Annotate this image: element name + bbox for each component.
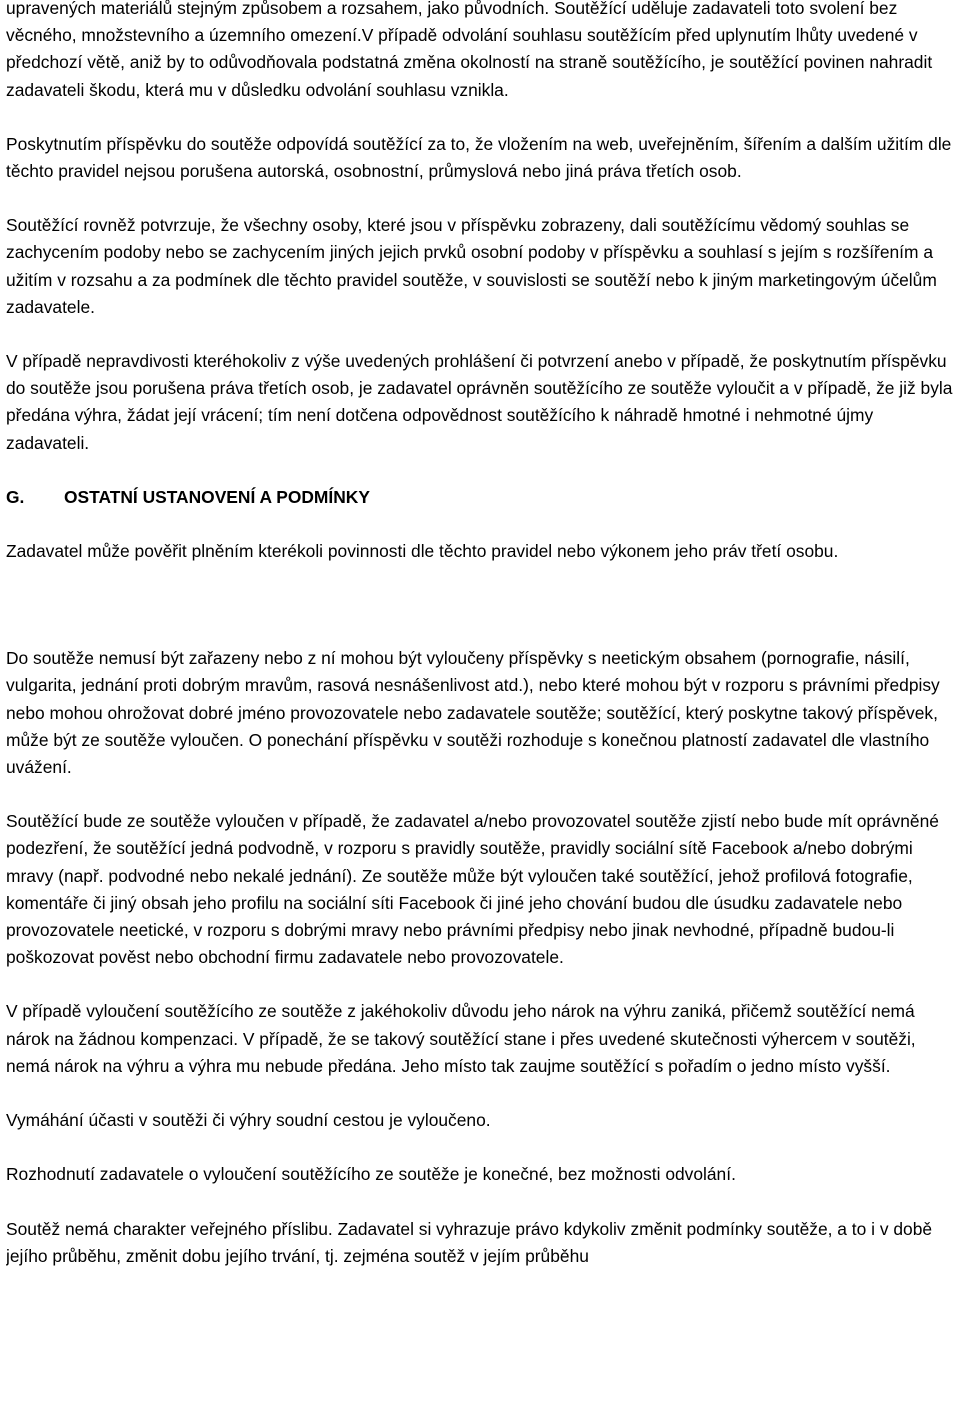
- paragraph-no-public-promise: Soutěž nemá charakter veřejného příslibu. Zadavatel si vyhrazuje právo kdykoliv změnit podmínky soutěže, a to i v době jejího průběhu, změnit dobu jejího trvání, tj. zejména soutěž v jejím průběhu: [6, 1218, 933, 1266]
- section-letter: G.: [6, 486, 25, 507]
- paragraph-delegation: Zadavatel může pověřit plněním kterékoli povinnosti dle těchto pravidel nebo výkonem jeho práv třetí osobu.: [6, 541, 839, 562]
- paragraph-consent-withdrawal: upravených materiálů stejným způsobem a rozsahem, jako původních. Soutěžící uděluje zadavateli toto svolení bez věcného, množstevního a územního omezení.V případě odvolání souhlasu soutěžícím před uplynutím lhůty uvedené v předchozí větě, aniž by to odůvodňovala podstatná změna okolností na straně soutěžícího, je soutěžící povinen nahradit zadavateli škodu, která mu v důsledku odvolání souhlasu vznikla.: [6, 0, 933, 100]
- paragraph-decision-final: Rozhodnutí zadavatele o vyloučení soutěžícího ze soutěže je konečné, bez možnosti odvolání.: [6, 1164, 736, 1185]
- paragraph-third-party-rights: Poskytnutím příspěvku do soutěže odpovídá soutěžící za to, že vložením na web, uveřejněním, šířením a dalším užitím dle těchto pravidel nejsou porušena autorská, osobnostní, průmyslová nebo jiná práva třetích osob.: [6, 133, 952, 182]
- paragraph-no-court-enforcement: Vymáhání účasti v soutěži či výhry soudní cestou je vyloučeno.: [6, 1110, 491, 1131]
- paragraph-false-declaration: V případě nepravdivosti kteréhokoliv z výše uvedených prohlášení či potvrzení anebo v případě, že poskytnutím příspěvku do soutěže jsou porušena práva třetích osob, je zadavatel oprávněn soutěžícího ze soutěže vyloučit a v případě, že již byla předána výhra, žádat její vrácení; tím není dotčena odpovědnost soutěžícího k náhradě hmotné i nehmotné újmy zadavateli.: [6, 351, 953, 453]
- paragraph-exclusion-consequences: V případě vyloučení soutěžícího ze soutěže z jakéhokoliv důvodu jeho nárok na výhru zaniká, přičemž soutěžící nemá nárok na žádnou kompenzaci. V případě, že se takový soutěžící stane i přes uvedené skutečnosti výhercem v soutěži, nemá nárok na výhru a výhra mu nebude předána. Jeho místo tak zaujme soutěžící s pořadím o jedno místo vyšší.: [6, 1001, 916, 1076]
- paragraph-unethical-content: Do soutěže nemusí být zařazeny nebo z ní mohou být vyloučeny příspěvky s neetickým obsahem (pornografie, násilí, vulgarita, jednání proti dobrým mravům, rasová nesnášenlivost atd.), nebo které mohou být v rozporu s právními předpisy nebo mohou ohrožovat dobré jméno provozovatele nebo zadavatele soutěže; soutěžící, který poskytne takový příspěvek, může být ze soutěže vyloučen. O ponechání příspěvku v soutěži rozhoduje s konečnou platností zadavatel dle vlastního uvážení.: [6, 648, 940, 778]
- section-heading-g: [6, 484, 956, 511]
- section-title: OSTATNÍ USTANOVENÍ A PODMÍNKY: [64, 486, 370, 507]
- paragraph-depicted-persons-consent: Soutěžící rovněž potvrzuje, že všechny osoby, které jsou v příspěvku zobrazeny, dali soutěžícímu vědomý souhlas se zachycením podoby nebo se zachycením jiných jejich prvků osobní podoby v příspěvku a souhlasí s jejím s rozšířením a užitím v rozsahu a za podmínek dle těchto pravidel soutěže, v souvislosti se soutěží nebo k jiným marketingovým účelům zadavatele.: [6, 215, 937, 317]
- document-page: [6, 0, 956, 1414]
- paragraph-exclusion-reasons: Soutěžící bude ze soutěže vyloučen v případě, že zadavatel a/nebo provozovatel soutěže zjistí nebo bude mít oprávněné podezření, že soutěžící jedná podvodně, v rozporu s pravidly soutěže, pravidly sociální sítě Facebook a/nebo dobrými mravy (např. podvodné nebo nekalé jednání). Ze soutěže může být vyloučen také soutěžící, jehož profilová fotografie, komentáře či jiný obsah jeho profilu na sociální síti Facebook či jiné jeho chování budou dle úsudku zadavatele nebo provozovatele neetické, v rozporu s dobrými mravy nebo právními předpisy nebo jinak nevhodné, případně budou-li poškozovat pověst nebo obchodní firmu zadavatele nebo provozovatele.: [6, 811, 939, 968]
